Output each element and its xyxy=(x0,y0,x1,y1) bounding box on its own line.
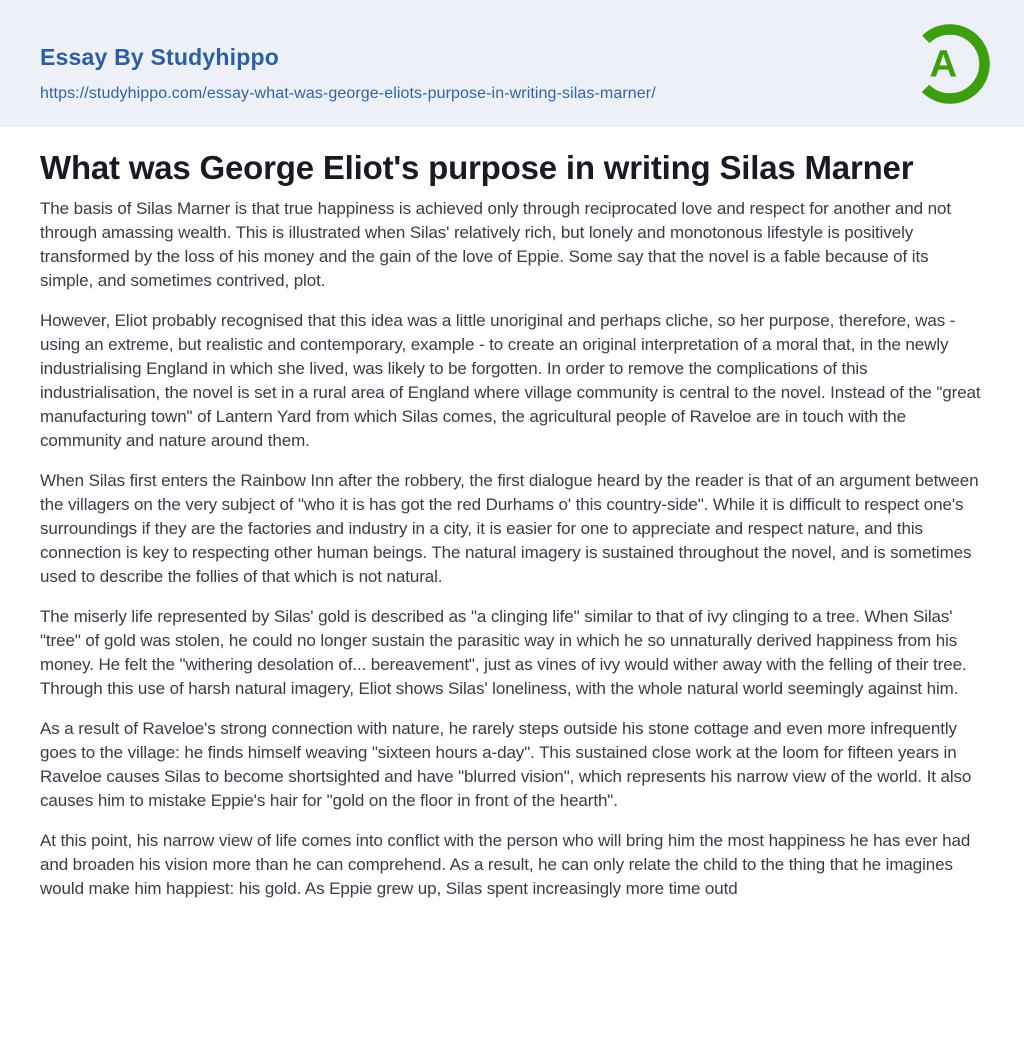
essay-paragraph-3: When Silas first enters the Rainbow Inn after the robbery, the first dialogue heard by the reader is that of an argument between the villagers on the very subject of "who it is has got the red Durhams o' this country-side". While it is difficult to respect one's surroundings if they are the factories and industry in a city, it is easier for one to appreciate and respect nature, and this connection is key to respecting other human beings. The natural imagery is sustained throughout the novel, and is sometimes used to describe the follies of that which is not natural. xyxy=(40,471,979,586)
page-header xyxy=(0,0,1024,127)
logo-letter: A xyxy=(929,41,958,85)
essay-paragraph-2: However, Eliot probably recognised that this idea was a little unoriginal and perhaps cliche, so her purpose, therefore, was - using an extreme, but realistic and contemporary, example - to create an original interpretation of a moral that, in the newly industrialising England in which she lived, was likely to be forgotten. In order to remove the complications of this industrialisation, the novel is set in a rural area of England where village community is central to the novel. Instead of the "great manufacturing town" of Lantern Yard from which Silas comes, the agricultural people of Raveloe are in touch with the community and nature around them. xyxy=(40,311,981,450)
essay-paragraph-1: The basis of Silas Marner is that true happiness is achieved only through reciprocated love and respect for another and not through amassing wealth. This is illustrated when Silas' relatively rich, but lonely and monotonous lifestyle is positively transformed by the loss of his money and the gain of the love of Eppie. Some say that the novel is a fable because of its simple, and sometimes contrived, plot. xyxy=(40,199,951,290)
essay-paragraph-6: At this point, his narrow view of life comes into conflict with the person who will bring him the most happiness he has ever had and broaden his vision more than he can comprehend. As a result, he can only relate the child to the thing that he imagines would make him happiest: his gold. As Eppie grew up, Silas spent increasingly more time outd xyxy=(40,831,971,898)
brand-block xyxy=(40,24,656,103)
essay-paragraph-5: As a result of Raveloe's strong connection with nature, he rarely steps outside his stone cottage and even more infrequently goes to the village: he finds himself weaving "sixteen hours a-day". This sustained close work at the loom for fifteen years in Raveloe causes Silas to become shortsighted and have "blurred vision", which represents his narrow view of the world. It also causes him to mistake Eppie's hair for "gold on the floor in front of the hearth". xyxy=(40,719,972,810)
essay-content xyxy=(0,150,1024,901)
studyhippo-ring-a-logo-icon xyxy=(904,18,996,110)
essay-paragraph-4: The miserly life represented by Silas' gold is described as "a clinging life" similar to that of ivy clinging to a tree. When Silas' "tree" of gold was stolen, he could no longer sustain the parasitic way in which he so unnaturally derived happiness from his money. He felt the "withering desolation of... bereavement", just as vines of ivy would wither away with the felling of their tree. Through this use of harsh natural imagery, Eliot shows Silas' loneliness, with the whole natural world seemingly against him. xyxy=(40,607,967,698)
essay-title: What was George Eliot's purpose in writing Silas Marner xyxy=(40,149,914,186)
source-url-link[interactable]: https://studyhippo.com/essay-what-was-george-eliots-purpose-in-writing-silas-marner/ xyxy=(40,85,656,102)
brand-title: Essay By Studyhippo xyxy=(40,44,279,70)
